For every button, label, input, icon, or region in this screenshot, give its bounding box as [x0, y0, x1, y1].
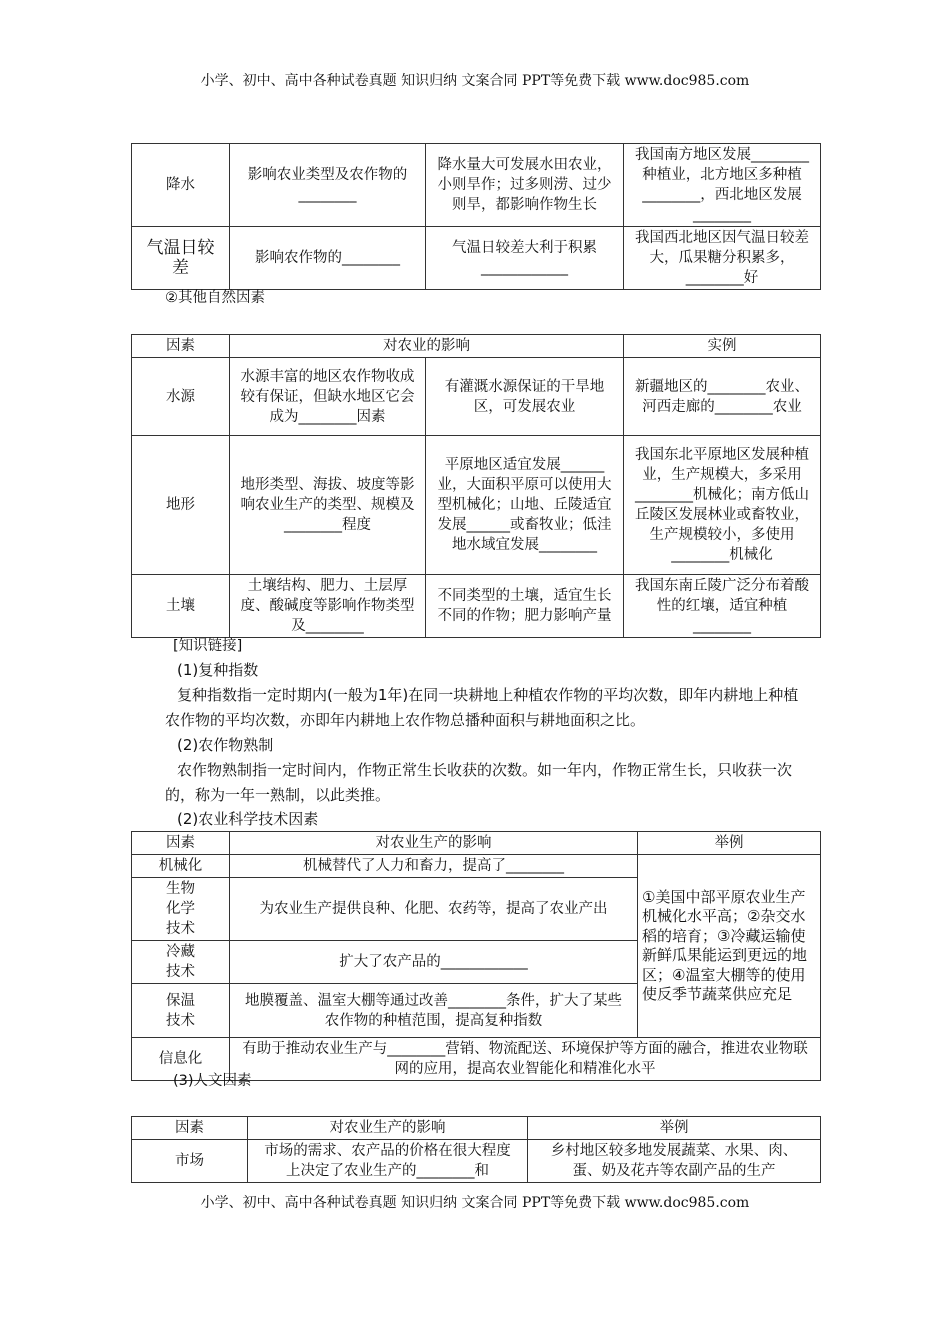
header-cell: 实例 [624, 335, 821, 358]
detail-cell: 不同类型的土壤，适宜生长不同的作物；肥力影响产量 [426, 575, 624, 638]
section-heading: ②其他自然因素 [165, 290, 265, 306]
knowledge-title: [知识链接] [173, 638, 243, 654]
technology-table [131, 831, 821, 1081]
factor-cell: 地形 [132, 436, 230, 575]
section-heading: (3)人文因素 [173, 1073, 252, 1089]
header-cell: 举例 [528, 1117, 821, 1140]
factor-cell: 水源 [132, 358, 230, 436]
impact-cell: 扩大了农产品的____________ [230, 941, 638, 984]
example-cell: 乡村地区较多地发展蔬菜、水果、肉、蛋、奶及花卉等农副产品的生产 [528, 1140, 821, 1183]
impact-cell: 有助于推动农业生产与________营销、物流配送、环境保护等方面的融合，推进农业物联网的应用，提高农业智能化和精准化水平 [230, 1038, 821, 1081]
impact-cell: 水源丰富的地区农作物收成较有保证，但缺水地区它会成为________因素 [230, 358, 426, 436]
factor-cell: 冷藏技术 [132, 941, 230, 984]
impact-cell: 为农业生产提供良种、化肥、农药等，提高了农业产出 [230, 878, 638, 941]
header-cell: 对农业生产的影响 [230, 832, 638, 855]
table-row [132, 855, 821, 878]
header-cell: 因素 [132, 335, 230, 358]
factor-cell: 信息化 [132, 1038, 230, 1081]
human-factors-table [131, 1116, 821, 1183]
example-cell: 我国东北平原地区发展种植业，生产规模大，多采用________机械化；南方低山丘陵区发展林业或畜牧业，生产规模较小，多使用________机械化 [624, 436, 821, 575]
header-cell: 因素 [132, 1117, 248, 1140]
detail-cell: 平原地区适宜发展______业，大面积平原可以使用大型机械化；山地、丘陵适宜发展______或畜牧业；低洼地水域宜发展________ [426, 436, 624, 575]
example-cell: 我国西北地区因气温日较差大，瓜果糖分积累多，________好 [624, 227, 821, 290]
impact-cell: 机械替代了人力和畜力，提高了________ [230, 855, 638, 878]
factor-cell: 生物化学技术 [132, 878, 230, 941]
example-cell: 我国东南丘陵广泛分布着酸性的红壤，适宜种植________ [624, 575, 821, 638]
table-row [132, 358, 821, 436]
page-header: 小学、初中、高中各种试卷真题 知识归纳 文案合同 PPT等免费下载 www.doc985.com [200, 73, 750, 89]
table-row [132, 1140, 821, 1183]
factor-cell: 降水 [132, 144, 230, 227]
climate-table [131, 143, 821, 290]
factor-cell: 市场 [132, 1140, 248, 1183]
detail-cell: 降水量大可发展水田农业，小则旱作；过多则涝、过少则旱，都影响作物生长 [426, 144, 624, 227]
knowledge-heading: (1)复种指数 [177, 661, 259, 679]
example-cell: 新疆地区的________农业、河西走廊的________农业 [624, 358, 821, 436]
impact-cell: 地膜覆盖、温室大棚等通过改善________条件，扩大了某些农作物的种植范围，提高复种指数 [230, 984, 638, 1038]
section-heading: (2)农业科学技术因素 [177, 810, 319, 828]
factor-cell: 机械化 [132, 855, 230, 878]
table-row [132, 144, 821, 227]
impact-cell: 地形类型、海拔、坡度等影响农业生产的类型、规模及________程度 [230, 436, 426, 575]
knowledge-paragraph: 复种指数指一定时期内(一般为1年)在同一块耕地上种植农作物的平均次数，即年内耕地上种植农作物的平均次数，亦即年内耕地上农作物总播种面积与耕地面积之比。 [165, 686, 799, 729]
knowledge-paragraph: 农作物熟制指一定时间内，作物正常生长收获的次数。如一年内，作物正常生长，只收获一次的，称为一年一熟制，以此类推。 [165, 761, 793, 804]
table-header-row [132, 335, 821, 358]
table-row [132, 436, 821, 575]
header-cell: 对农业的影响 [230, 335, 624, 358]
detail-cell: 有灌溉水源保证的干旱地区，可发展农业 [426, 358, 624, 436]
factor-cell: 气温日较差 [132, 227, 230, 290]
factor-cell: 保温技术 [132, 984, 230, 1038]
natural-factors-table [131, 334, 821, 638]
impact-cell: 影响农业类型及农作物的________ [230, 144, 426, 227]
knowledge-heading: (2)农作物熟制 [177, 736, 274, 754]
example-cell: ①美国中部平原农业生产机械化水平高；②杂交水稻的培育；③冷藏运输使新鲜瓜果能运到更远的地区；④温室大棚等的使用使反季节蔬菜供应充足 [638, 855, 821, 1038]
header-cell: 对农业生产的影响 [248, 1117, 528, 1140]
example-cell: 我国南方地区发展________种植业，北方地区多种植________，西北地区发展________ [624, 144, 821, 227]
table-row [132, 575, 821, 638]
factor-cell: 土壤 [132, 575, 230, 638]
header-cell: 举例 [638, 832, 821, 855]
impact-cell: 影响农作物的________ [230, 227, 426, 290]
detail-cell: 气温日较差大利于积累____________ [426, 227, 624, 290]
table-header-row [132, 1117, 821, 1140]
table-header-row [132, 832, 821, 855]
page-footer: 小学、初中、高中各种试卷真题 知识归纳 文案合同 PPT等免费下载 www.doc985.com [200, 1195, 750, 1211]
impact-cell: 市场的需求、农产品的价格在很大程度上决定了农业生产的________和 [248, 1140, 528, 1183]
table-row [132, 227, 821, 290]
header-cell: 因素 [132, 832, 230, 855]
impact-cell: 土壤结构、肥力、土层厚度、酸碱度等影响作物类型及________ [230, 575, 426, 638]
